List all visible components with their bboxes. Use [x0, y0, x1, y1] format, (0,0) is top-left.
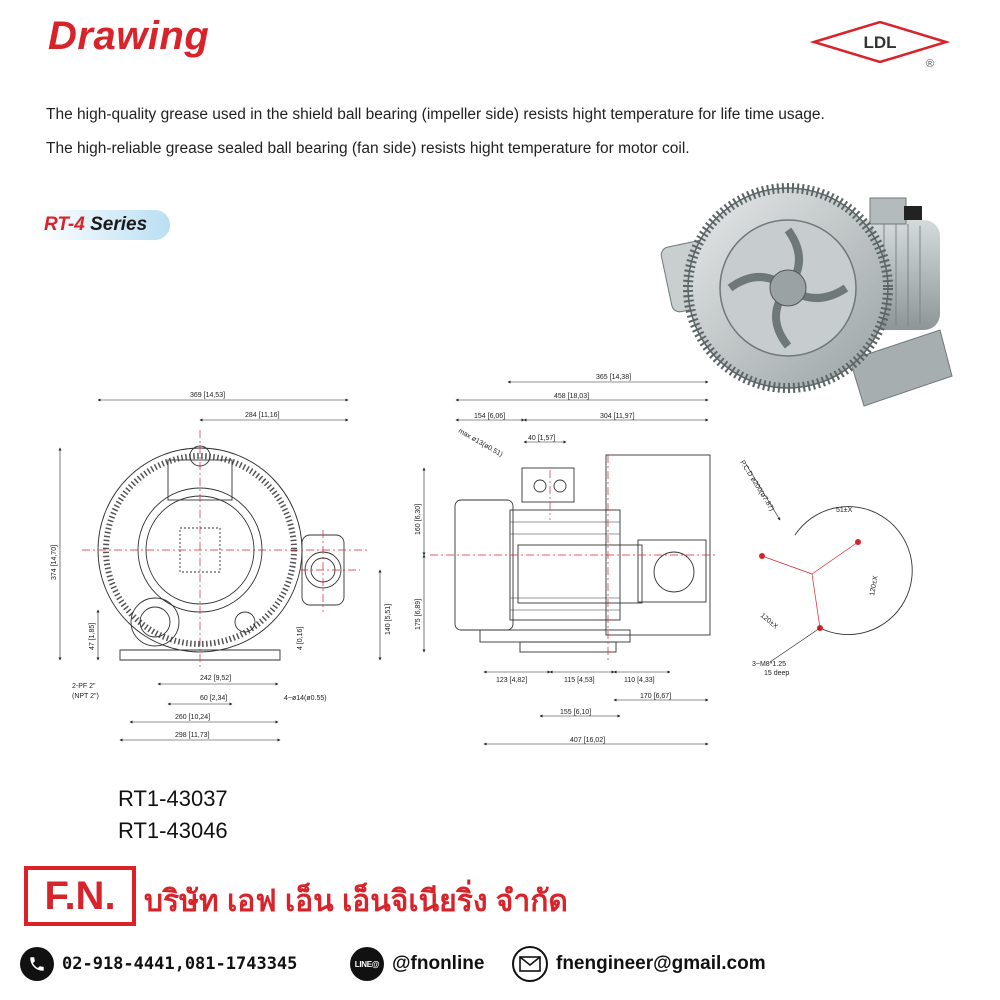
description-line-1: The high-quality grease used in the shield ball bearing (impeller side) resists hight temperature for life time usage.: [46, 106, 825, 123]
logo-text: LDL: [863, 33, 897, 52]
dim-175: 175 [6,89]: [415, 598, 422, 630]
flange-detail: [762, 507, 912, 635]
dim-160: 160 [6,30]: [415, 503, 422, 535]
dim-155: 155 [6,10]: [560, 709, 592, 716]
dim-hole: 4~ø14(ø0.55): [284, 695, 327, 702]
contact-phone: [20, 944, 297, 984]
registered-mark: ®: [925, 58, 935, 70]
model-number-1: RT1-43037: [118, 786, 228, 811]
bolt-label-1: 3~M8*1.25: [752, 661, 787, 668]
dim-154: 154 [6,06]: [474, 413, 506, 420]
line-icon-label: LINE@: [354, 959, 380, 969]
bolt-label-2: 15 deep: [764, 670, 790, 677]
dim-140: 140 [5,51]: [385, 603, 392, 635]
dim-304: 304 [11,97]: [600, 413, 635, 420]
dim-242: 242 [9,52]: [200, 675, 232, 682]
flange-angle-120-a: 120±X: [869, 575, 880, 597]
series-badge: [36, 210, 170, 240]
dim-369: 369 [14,53]: [190, 392, 226, 399]
phone-number[interactable]: 02-918-4441,081-1743345: [62, 954, 298, 974]
dim-374: 374 [14,70]: [51, 544, 58, 580]
page-title: Drawing: [48, 14, 210, 58]
dim-458: 458 [18,03]: [554, 393, 590, 400]
dim-115: 115 [4,53]: [564, 677, 595, 684]
port-label-1: 2-PF 2": [72, 683, 96, 690]
dim-170: 170 [6,67]: [640, 693, 672, 700]
dim-cable: max ø13(ø0.51): [457, 427, 504, 459]
dim-60: 60 [2,34]: [200, 695, 228, 702]
dim-47: 47 [1,85]: [89, 622, 96, 650]
front-centerlines: [82, 430, 370, 670]
email-address[interactable]: fnengineer@gmail.com: [556, 953, 766, 974]
technical-drawing: [40, 360, 960, 760]
dim-365: 365 [14,38]: [596, 374, 632, 381]
flange-angle-120-b: 120±X: [758, 612, 779, 631]
contact-email: [512, 944, 766, 984]
flange-angle-51: 51±X: [836, 507, 853, 514]
flange-bolt-holes: [759, 539, 861, 631]
series-prefix: RT-4: [44, 214, 85, 235]
dim-4: 4 [0,16]: [297, 626, 304, 650]
mail-icon: [512, 946, 548, 982]
side-view: [455, 455, 710, 652]
company-name: บริษัท เอฟ เอ็น เอ็นจิเนียริ่ง จำกัด: [144, 885, 568, 918]
line-icon: [350, 947, 384, 981]
dim-407: 407 [16,02]: [570, 737, 606, 744]
model-number-2: RT1-43046: [118, 818, 228, 843]
series-suffix: Series: [84, 214, 148, 235]
dim-110: 110 [4,33]: [624, 677, 655, 684]
phone-icon: [20, 947, 54, 981]
dim-298: 298 [11,73]: [175, 732, 210, 739]
side-centerlines: [430, 455, 715, 660]
dim-123: 123 [4,82]: [496, 677, 528, 684]
dim-260: 260 [10,24]: [175, 714, 211, 721]
fn-logo: F.N.: [24, 866, 136, 926]
flange-pcd: P.C.D ø200(ø7.87): [738, 459, 776, 513]
line-id[interactable]: @fnonline: [392, 953, 485, 974]
front-view: [98, 446, 344, 660]
description-line-2: The high-reliable grease sealed ball bearing (fan side) resists hight temperature for motor coil.: [46, 140, 690, 157]
dim-40: 40 [1,57]: [528, 435, 556, 442]
contact-line: [350, 944, 484, 984]
dim-284: 284 [11,16]: [245, 412, 280, 419]
port-label-2: (NPT 2"): [72, 693, 99, 700]
ldl-logo: [810, 18, 950, 70]
